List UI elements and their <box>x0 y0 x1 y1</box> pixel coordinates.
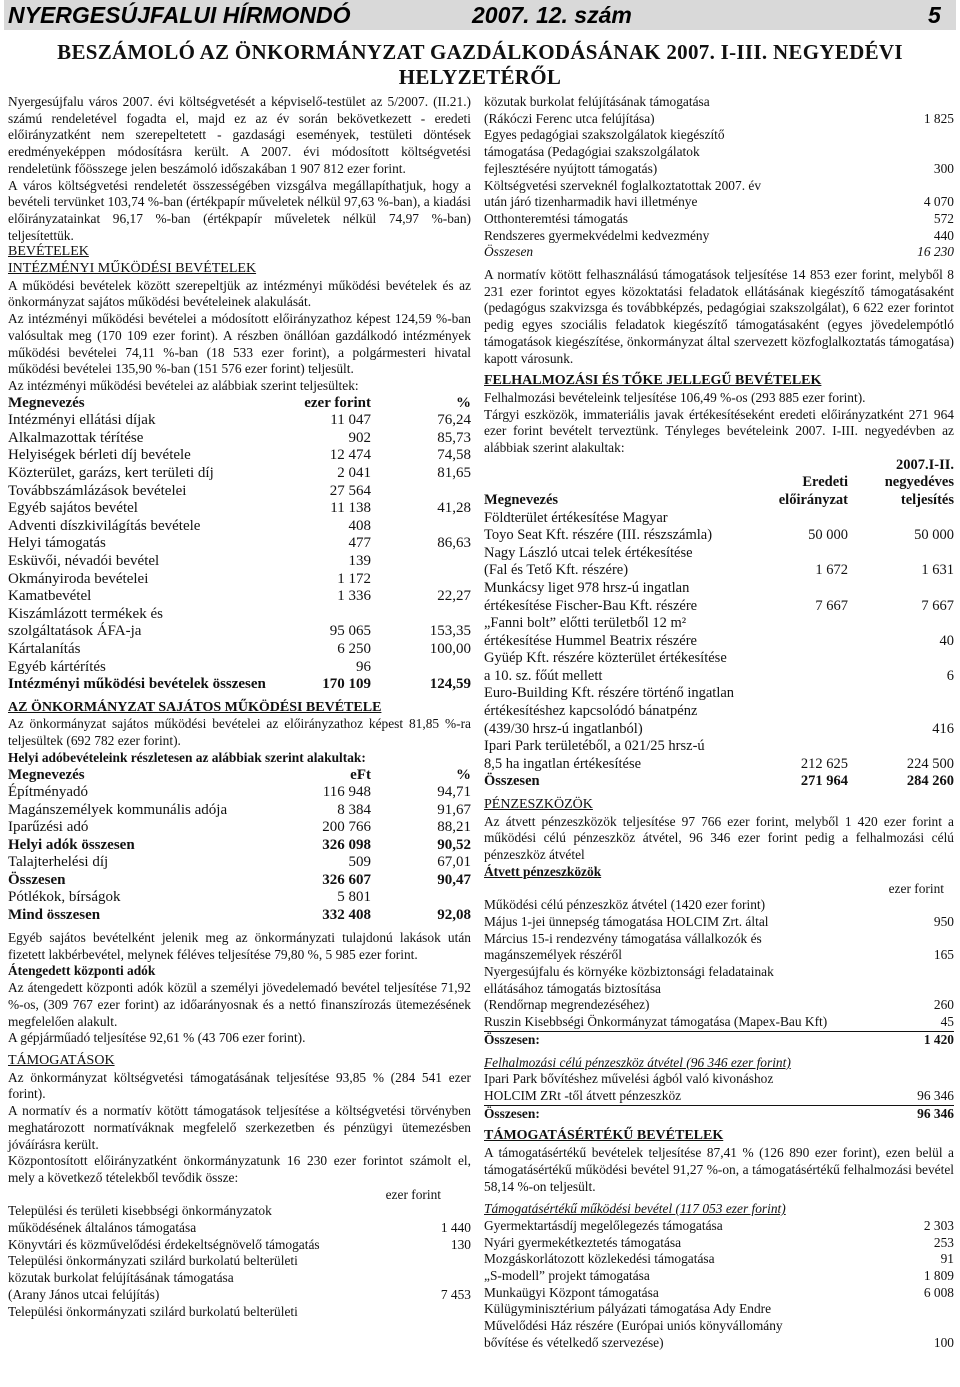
table-row <box>484 914 954 931</box>
row-value: 11 047 <box>330 412 371 429</box>
row-value: % <box>456 766 471 783</box>
paragraph: A működési bevételek között szerepeltjük az intézményi működési bevételek és az önkormányzat sajátos működési bevételeinek alakulását. <box>8 277 471 310</box>
table-row <box>484 997 954 1014</box>
row-label: közutak burkolat felújításának támogatása <box>8 1270 234 1286</box>
row-label: a 10. sz. főút mellett <box>484 667 603 684</box>
institutional-revenue-table <box>8 395 471 694</box>
subheading-atvett: Átvett pénzeszközök <box>484 863 602 879</box>
row-label: Iparűzési adó <box>8 819 89 836</box>
row-label: Pótlékok, bírságok <box>8 889 121 906</box>
row-value: 440 <box>933 227 954 243</box>
row-label: Talajterhelési díj <box>8 854 109 871</box>
paragraph: Egyéb sajátos bevételként jelenik meg az önkormányzati tulajdonú lakások után fizetett lakbérbevétel, melynek féléves teljesítése 79,80 %, 5 985 ezer forint. <box>8 930 471 962</box>
row-value: 950 <box>933 913 954 929</box>
row-label: Nyári gyermekétkeztetés támogatása <box>484 1234 682 1250</box>
table-row <box>8 784 471 802</box>
table-row <box>484 527 954 545</box>
row-label: értékesítéshez kapcsolódó bánatpénz <box>484 703 698 720</box>
row-label: működésének általános támogatása <box>8 1220 197 1236</box>
row-value: 50 000 <box>808 527 848 544</box>
row-label: Gyüép Kft. részére közterület értékesítése <box>484 650 727 667</box>
table-row <box>484 580 954 598</box>
row-label: Nyergesújfalu és környéke közbiztonsági feladatainak <box>484 964 774 980</box>
row-label: Kiszámlázott termékek és <box>8 605 163 622</box>
row-label: Mozgáskorlátozott közlekedési támogatása <box>484 1251 715 1267</box>
article-title-line2: HELYZETÉRŐL <box>398 65 562 89</box>
row-label: (Rendőrnap megrendezéséhez) <box>484 997 650 1013</box>
row-value: 6 008 <box>923 1284 954 1300</box>
table-row <box>484 194 954 211</box>
row-value: 260 <box>933 997 954 1013</box>
row-label: Megnevezés <box>8 766 85 783</box>
table-row <box>484 94 954 111</box>
row-value: 200 766 <box>322 819 371 836</box>
row-label: Földterület értékesítése Magyar <box>484 509 668 526</box>
unit-label: ezer forint <box>888 880 944 896</box>
table-row <box>8 767 471 785</box>
row-label: Összesen <box>8 871 66 888</box>
subheading-atengedett: Átengedett központi adók <box>8 963 156 979</box>
row-label: Közterület, garázs, kert területi díj <box>8 465 214 482</box>
row-value: 1 825 <box>923 110 954 126</box>
row-value: 477 <box>348 535 371 552</box>
row-value: 572 <box>933 210 954 226</box>
paragraph: Központosított előirányzatként önkormányzatunk 16 230 ezer forintot számolt el, mely a következő tételekből tevődik össze: <box>8 1153 471 1185</box>
row-label: (Fal és Tető Kft. részére) <box>484 562 629 579</box>
row-value: 332 408 <box>322 906 371 923</box>
row-value: 11 138 <box>330 500 371 517</box>
section-heading-intezmenyi: INTÉZMÉNYI MŰKÖDÉSI BEVÉTELEK <box>8 261 257 277</box>
table-row <box>484 964 954 981</box>
row-value: Eredeti előirányzat <box>778 474 848 508</box>
table-row <box>484 211 954 228</box>
central-allocation-list-continued <box>484 94 954 261</box>
table-row <box>484 1268 954 1285</box>
row-label: magánszemélyek részéről <box>484 947 622 963</box>
row-value: 224 500 <box>906 755 954 772</box>
table-row <box>8 518 471 536</box>
row-value: 153,35 <box>429 623 471 640</box>
row-value: 116 948 <box>322 784 371 801</box>
table-row <box>484 897 954 914</box>
row-value: 41,28 <box>437 500 471 517</box>
table-row <box>484 721 954 739</box>
section-heading-tamogatasertek: TÁMOGATÁSÉRTÉKŰ BEVÉTELEK <box>484 1128 724 1144</box>
row-label: Költségvetési szerveknél foglalkoztatottak 2007. év <box>484 177 762 193</box>
table-row <box>484 127 954 144</box>
table-row <box>8 553 471 571</box>
row-value: eFt <box>350 766 371 783</box>
row-label: szolgáltatások ÁFA-ja <box>8 623 142 640</box>
row-label: Ruszin Kisebbségi Önkormányzat támogatása (Mapex-Bau Kft) <box>484 1014 828 1030</box>
row-label: Okmányiroda bevételei <box>8 570 149 587</box>
table-row <box>484 178 954 195</box>
paragraph: A normatív és a normatív kötött támogatások teljesítése a költségvetési törvényben meghatározott normatíváknak megfelelő szerkezetben és pénzügyi ütemezésben jóváírásra került. <box>8 1103 471 1152</box>
row-value: 7 453 <box>440 1286 471 1302</box>
table-row <box>8 1270 471 1287</box>
paragraph: A normatív kötött felhasználású támogatások teljesítése 14 853 ezer forint, melyből 8 231 ezer forintot egyes közoktatási feladatok ellátásának kiegészítő támogatásaként (pedagógus szakvizsga és továbbképzés, pedagógiai szakszolgálat), 6 622 ezer forintot pedig egyes szociális feladatok kiegészítő támogatásaként (egyes jövedelempótló támogatások kiegészítése, önkormányzat által szervezett közfoglalkoztatás támogatása) kapott városunk. <box>484 267 954 366</box>
row-value: % <box>456 394 471 411</box>
row-label: 8,5 ha ingatlan értékesítése <box>484 755 642 772</box>
central-allocation-list <box>8 1203 471 1320</box>
row-label: (439/30 hrsz-ú ingatlanból) <box>484 720 643 737</box>
table-row <box>484 1285 954 1302</box>
row-value: 96 346 <box>917 1105 954 1121</box>
row-label: Magánszemélyek kommunális adója <box>8 801 228 818</box>
row-label: Egyéb kártérítés <box>8 658 106 675</box>
table-row <box>484 773 954 791</box>
row-value: 67,01 <box>437 854 471 871</box>
row-label: Működési célú pénzeszköz átvétel (1420 ezer forint) <box>484 897 766 913</box>
row-label: Nagy László utcai telek értékesítése <box>484 544 693 561</box>
row-value: 40 <box>939 632 954 649</box>
table-row <box>8 412 471 430</box>
row-value: 7 667 <box>921 597 954 614</box>
row-label: Toyo Seat Kft. részére (III. részszámla) <box>484 527 713 544</box>
row-label: értékesítése Hummel Beatrix részére <box>484 632 697 649</box>
table-row <box>484 510 954 528</box>
paragraph: Tárgyi eszközök, immateriális javak értékesítéseként eredeti előirányzatként 271 964 ezer forint bevételt terveztünk. Tényleges bevételeink 2007. I-III. negyedévben az alábbiak szerint alakultak: <box>484 406 954 456</box>
row-value: 509 <box>348 854 371 871</box>
table-row <box>8 430 471 448</box>
table-row <box>8 500 471 518</box>
row-value: 2 303 <box>923 1217 954 1233</box>
table-row <box>8 676 471 694</box>
intro-paragraph: Nyergesújfalu város 2007. évi költségvetését a képviselő-testület az 5/2007. (II.21.) számú rendeletével fogadta el, majd ez az év során bekövetkezett - eredeti előirányzatként nem szerepeltetett - gazdasági események, testületi döntések eredményeképpen módosításra került. A 2007. évi módosított költségvetési rendeletünk főösszege jelen beszámoló időszakában 1 907 812 ezer forint. <box>8 94 471 176</box>
row-label: Intézményi ellátási díjak <box>8 412 156 429</box>
table-row <box>484 1071 954 1088</box>
table-row <box>8 623 471 641</box>
table-row <box>8 889 471 907</box>
row-label: (Arany János utcai felújítás) <box>8 1286 160 1302</box>
table-row <box>484 111 954 128</box>
table-row <box>484 1088 954 1106</box>
row-value: 8 384 <box>337 801 371 818</box>
row-label: HOLCIM ZRt -től átvett pénzeszköz <box>484 1088 682 1103</box>
local-tax-table <box>8 767 471 925</box>
row-value: 139 <box>348 553 371 569</box>
row-label: Helyi adók összesen <box>8 836 135 853</box>
article-title-line1: BESZÁMOLÓ AZ ÖNKORMÁNYZAT GAZDÁLKODÁSÁNAK 2007. I-III. NEGYEDÉVI <box>57 40 903 64</box>
row-value: 5 801 <box>337 889 371 906</box>
row-value: 50 000 <box>914 527 954 544</box>
row-label: „S-modell” projekt támogatása <box>484 1268 650 1284</box>
paragraph: Az intézményi működési bevételei az alábbiak szerint teljesültek: <box>8 377 359 393</box>
row-value: 1 809 <box>923 1268 954 1284</box>
table-row <box>484 1318 954 1335</box>
row-label: Május 1-jei ünnepség támogatása HOLCIM Zrt. által <box>484 913 769 929</box>
row-label: támogatása (Pedagógiai szakszolgálatok <box>484 144 700 160</box>
table-row <box>8 907 471 925</box>
row-value: 902 <box>348 429 371 446</box>
table-row <box>8 535 471 553</box>
transferred-funds-list <box>484 897 954 1048</box>
row-label: Adventi díszkivilágítás bevétele <box>8 517 201 534</box>
capital-transfers-list <box>484 1071 954 1122</box>
row-label: Összesen <box>484 773 540 790</box>
row-value: 81,65 <box>437 465 471 482</box>
publication-name: NYERGESÚJFALUI HÍRMONDÓ <box>8 2 351 28</box>
row-label: után járó tizenharmadik havi illetménye <box>484 194 698 210</box>
row-value: 91 <box>940 1251 954 1267</box>
table-row <box>484 668 954 686</box>
asset-sales-table <box>484 457 954 791</box>
row-label: Március 15-i rendezvény támogatása vállalkozók és <box>484 930 762 946</box>
row-label: Kamatbevétel <box>8 588 92 605</box>
row-label: Települési önkormányzati szilárd burkolatú belterületi <box>8 1253 298 1269</box>
row-value: 76,24 <box>437 412 471 429</box>
row-value: 212 625 <box>800 755 848 772</box>
row-value: 90,47 <box>437 871 471 888</box>
row-label: Alkalmazottak térítése <box>8 429 144 446</box>
row-value: 6 250 <box>337 640 371 657</box>
table-row <box>484 931 954 948</box>
table-row <box>484 545 954 563</box>
row-label: Kártalanítás <box>8 640 81 657</box>
row-label: Megnevezés <box>484 491 559 508</box>
row-value: 16 230 <box>917 244 954 260</box>
table-row <box>8 395 471 413</box>
row-label: fejlesztésére nyújtott támogatás) <box>484 160 658 176</box>
table-row <box>8 1287 471 1304</box>
row-value: 74,58 <box>437 447 471 464</box>
row-label: értékesítése Fischer-Bau Kft. részére <box>484 597 698 614</box>
table-row <box>8 1253 471 1270</box>
row-value: 90,52 <box>437 836 471 853</box>
row-label: Továbbszámlázások bevételei <box>8 482 187 499</box>
row-value: 124,59 <box>429 676 471 693</box>
table-row <box>484 144 954 161</box>
row-value: 170 109 <box>322 676 371 693</box>
row-value: 271 964 <box>800 773 848 790</box>
table-row <box>8 447 471 465</box>
row-label: Munkaügyi Központ támogatása <box>484 1284 659 1300</box>
table-row <box>484 1032 954 1049</box>
article-title <box>0 40 960 90</box>
unit-label: ezer forint <box>385 1186 441 1202</box>
paragraph: Az önkormányzat költségvetési támogatásának teljesítése 93,85 % (284 541 ezer forint). <box>8 1069 471 1102</box>
table-row <box>484 1235 954 1252</box>
table-row <box>8 1237 471 1254</box>
table-row <box>8 571 471 589</box>
row-label: Helyi támogatás <box>8 535 106 552</box>
row-value: 130 <box>450 1236 471 1252</box>
row-label: Munkácsy liget 978 hrsz-ú ingatlan <box>484 579 690 596</box>
table-row <box>8 854 471 872</box>
row-label: Megnevezés <box>8 394 85 411</box>
table-row <box>484 1218 954 1235</box>
table-row <box>8 837 471 855</box>
row-label: Mind összesen <box>8 906 101 923</box>
row-label: (Rákóczi Ferenc utca felújítása) <box>484 110 655 126</box>
paragraph: Helyi adóbevételeink részletesen az alábbiak szerint alakultak: <box>8 749 366 765</box>
paragraph: Az intézményi működési bevételei a módosított előirányzathoz képest 124,59 %-ban valósultak meg (170 109 ezer forint). A részben önállóan gazdálkodó intézmények működési bevételei 74,11 %-ban (18 533 ezer forint), a polgármesteri hivatal működési bevételei 135,90 %-ban (151 576 ezer forint) teljesült. <box>8 311 471 377</box>
table-row <box>484 161 954 178</box>
table-row <box>484 650 954 668</box>
table-row <box>8 641 471 659</box>
row-value: 96 346 <box>917 1088 954 1103</box>
table-row <box>484 947 954 964</box>
intro-paragraph-2: A város költségvetési rendeletét összességében vizsgálva megállapíthatjuk, hogy a bevételi tervünket 103,74 %-ban (értékpapír műveletek nélkül 97,63 %-ban), a kiadási előirányzatainkat 96,17 %-ban (értékpapír műveletek nélkül 74,97 %-ban) teljesítettük. <box>8 177 471 243</box>
row-value: 4 070 <box>923 194 954 210</box>
row-value: 1 440 <box>440 1220 471 1236</box>
section-heading-tamogatasok: TÁMOGATÁSOK <box>8 1052 115 1068</box>
row-value: 1 672 <box>815 562 848 579</box>
table-row <box>484 685 954 703</box>
row-label: bővítése és vételkedő szervezése) <box>484 1334 664 1350</box>
row-value: 7 667 <box>815 597 848 614</box>
row-label: Települési és területi kisebbségi önkormányzatok <box>8 1203 272 1219</box>
table-row <box>484 981 954 998</box>
subheading-tamert-mukodesi: Támogatásértékű működési bevétel (117 053 ezer forint) <box>484 1201 786 1217</box>
table-row <box>8 1203 471 1220</box>
table-row <box>484 457 954 510</box>
row-value: 91,67 <box>437 801 471 818</box>
table-row <box>484 1335 954 1352</box>
paragraph: Az átvett pénzeszközök teljesítése 97 766 ezer forint, melyből 1 420 ezer forint a működési célú pénzeszköz átvétel, 96 346 ezer forint pedig a felhalmozási célú pénzeszköz átvétel <box>484 813 954 863</box>
page-number: 5 <box>928 2 941 28</box>
row-value: 1 420 <box>923 1031 954 1047</box>
row-value: ezer forint <box>304 394 371 411</box>
row-value: 1 336 <box>337 588 371 605</box>
table-row <box>484 756 954 774</box>
table-row <box>8 606 471 624</box>
row-label: Települési önkormányzati szilárd burkolatú belterületi <box>8 1303 298 1319</box>
row-value: 1 631 <box>921 562 954 579</box>
table-row <box>8 465 471 483</box>
table-row <box>8 1304 471 1321</box>
row-label: Összesen: <box>484 1105 540 1121</box>
row-value: 12 474 <box>329 447 371 464</box>
row-value: 27 564 <box>329 482 371 499</box>
table-row <box>8 819 471 837</box>
table-row <box>484 615 954 633</box>
row-value: 96 <box>356 658 371 675</box>
row-label: Euro-Building Kft. részére történő ingatlan <box>484 685 735 702</box>
table-row <box>484 598 954 616</box>
row-value: 284 260 <box>906 773 954 790</box>
row-label: Egyes pedagógiai szakszolgálatok kiegészítő <box>484 127 725 143</box>
row-label: Egyéb sajátos bevétel <box>8 500 138 517</box>
table-row <box>484 633 954 651</box>
row-value: 408 <box>348 517 371 534</box>
row-label: közutak burkolat felújításának támogatása <box>484 94 710 109</box>
grant-revenue-list <box>484 1218 954 1352</box>
row-value: 2007.I-II. negyedéves teljesítés <box>884 456 954 508</box>
row-value: 100,00 <box>429 640 471 657</box>
section-heading-felhalmozasi: FELHALMOZÁSI ÉS TŐKE JELLEGŰ BEVÉTELEK <box>484 373 822 389</box>
paragraph: A gépjárműadó teljesítése 92,61 % (43 706 ezer forint). <box>8 1030 306 1046</box>
table-row <box>484 244 954 261</box>
row-value: 416 <box>932 720 954 737</box>
row-value: 45 <box>940 1014 954 1030</box>
table-row <box>8 802 471 820</box>
row-value: 92,08 <box>437 906 471 923</box>
row-label: „Fanni bolt” előtti területből 12 m² <box>484 615 687 632</box>
row-value: 22,27 <box>437 588 471 605</box>
row-label: Könyvtári és közművelődési érdekeltségnövelő támogatás <box>8 1236 320 1252</box>
section-heading-penzeszkozok: PÉNZESZKÖZÖK <box>484 797 593 813</box>
row-label: Gyermektartásdíj megelőlegezés támogatása <box>484 1217 723 1233</box>
paragraph: A támogatásértékű bevételek teljesítése 87,41 % (126 890 ezer forint), ezen belül a támogatásértékű működési bevétel 91,27 %-on, a támogatásértékű felhalmozási bevétel 58,14 %-on teljesült. <box>484 1145 954 1194</box>
row-value: 326 607 <box>322 871 371 888</box>
page-header <box>0 0 960 32</box>
row-label: Építményadó <box>8 784 88 801</box>
paragraph: Az önkormányzat sajátos működési bevételei az előirányzathoz képest 81,85 %-ra teljesültek (692 782 ezer forint). <box>8 716 471 749</box>
row-label: Külügyminisztérium pályázati támogatása Ady Endre <box>484 1301 772 1317</box>
section-heading-bevetelek: BEVÉTELEK <box>8 244 89 260</box>
row-label: Helyiségek bérleti díj bevétele <box>8 447 191 464</box>
section-heading-sajatos: AZ ÖNKORMÁNYZAT SAJÁTOS MŰKÖDÉSI BEVÉTELE <box>8 699 382 715</box>
row-label: Otthonteremtési támogatás <box>484 210 628 226</box>
row-value: 94,71 <box>437 784 471 801</box>
row-value: 300 <box>933 160 954 176</box>
table-row <box>484 1106 954 1123</box>
row-value: 86,63 <box>437 535 471 552</box>
table-row <box>484 1251 954 1268</box>
issue-number: 2007. 12. szám <box>472 2 632 28</box>
row-value: 85,73 <box>437 429 471 446</box>
row-value: 100 <box>933 1334 954 1350</box>
row-value: 95 065 <box>329 623 371 640</box>
row-value: 165 <box>933 947 954 963</box>
row-label: ellátásához támogatás biztosítása <box>484 980 661 996</box>
row-label: Művelődési Ház részére (Európai uniós könyvállomány <box>484 1318 783 1334</box>
table-row <box>8 872 471 890</box>
row-value: 2 041 <box>337 465 371 482</box>
row-label: Rendszeres gyermekvédelmi kedvezmény <box>484 227 710 243</box>
row-label: Esküvői, névadói bevétel <box>8 553 160 569</box>
right-column <box>484 94 954 1352</box>
table-row <box>8 1220 471 1237</box>
table-row <box>484 703 954 721</box>
table-row <box>484 738 954 756</box>
row-label: Összesen: <box>484 1031 540 1047</box>
table-row <box>8 483 471 501</box>
row-label: Összesen <box>484 244 534 260</box>
paragraph: Az átengedett központi adók közül a személyi jövedelemadó bevétel teljesítése 71,92 %-os, (309 767 ezer forint) az időarányosnak és a nettó finanszírozás ütemezésének megfelelően alakult. <box>8 980 471 1029</box>
row-value: 6 <box>946 667 954 684</box>
row-label: Intézményi működési bevételek összesen <box>8 676 266 693</box>
row-label: Ipari Park területéből, a 021/25 hrsz-ú <box>484 738 705 755</box>
subheading-felhalmozasi-cel: Felhalmozási célú pénzeszköz átvétel (96 346 ezer forint) <box>484 1054 791 1070</box>
paragraph: Felhalmozási bevételeink teljesítése 106,49 %-os (293 885 ezer forint). <box>484 389 866 405</box>
row-label: Ipari Park bővítéshez művelési ágból való kivonáshoz <box>484 1071 774 1087</box>
row-value: 1 172 <box>337 570 371 587</box>
table-row <box>484 228 954 245</box>
table-row <box>8 588 471 606</box>
left-column <box>8 94 471 1320</box>
table-row <box>484 562 954 580</box>
table-row <box>484 1301 954 1318</box>
row-value: 326 098 <box>322 836 371 853</box>
row-value: 253 <box>933 1234 954 1250</box>
row-value: 88,21 <box>437 819 471 836</box>
table-row <box>484 1014 954 1032</box>
table-row <box>8 659 471 677</box>
